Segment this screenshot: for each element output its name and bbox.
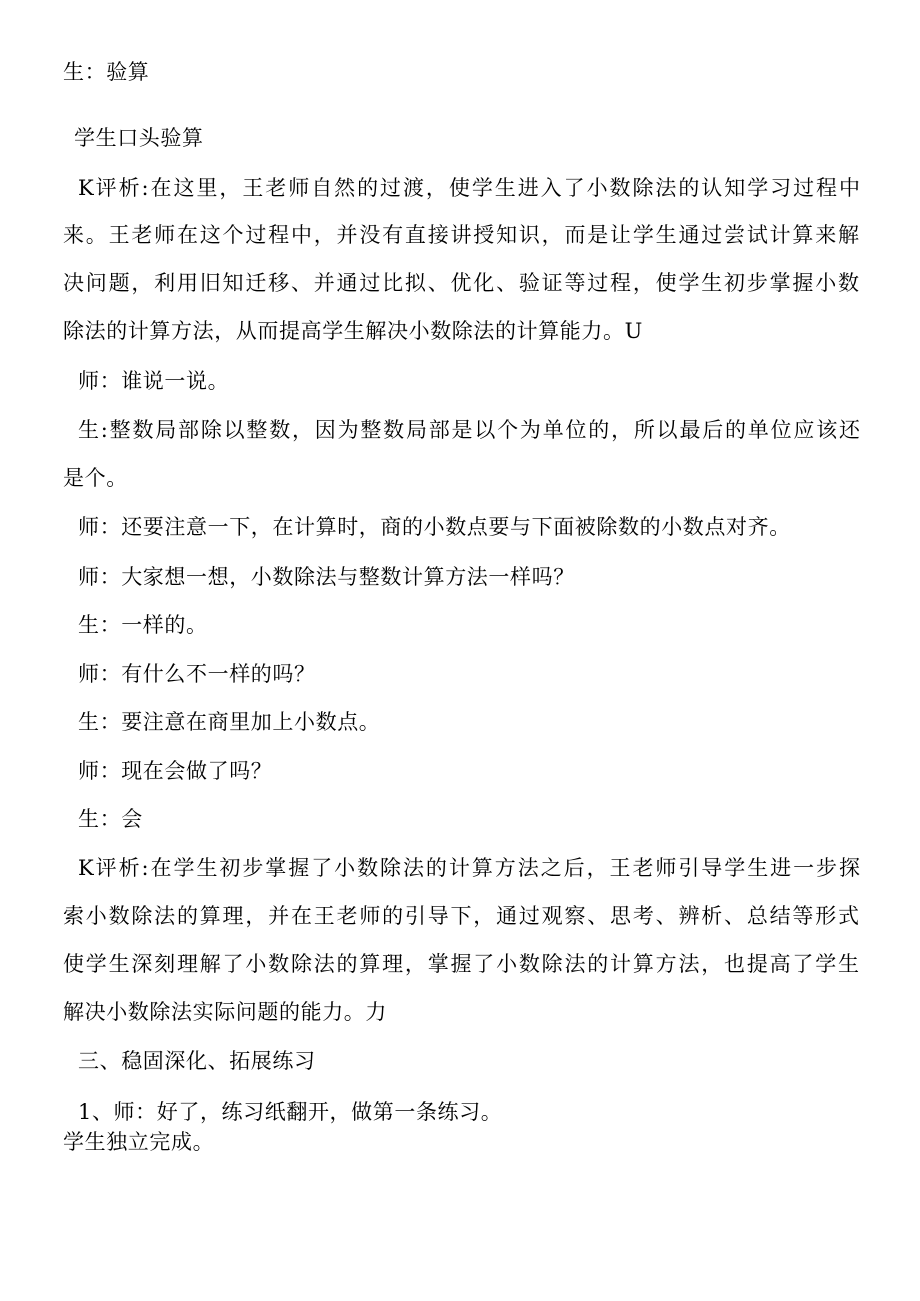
text-line: 除法的计算方法，从而提高学生解决小数除法的计算能力。U [63, 319, 643, 343]
text-line: 生：一样的。 [78, 613, 208, 637]
text-line: 师：还要注意一下，在计算时，商的小数点要与下面被除数的小数点对齐。 [78, 515, 791, 539]
section-heading: 三、稳固深化、拓展练习 [78, 1049, 316, 1073]
text-line: 师：现在会做了吗？ [78, 759, 273, 783]
text-line: 来。王老师在这个过程中，并没有直接讲授知识，而是让学生通过尝试计算来解 [63, 223, 859, 247]
text-line: 生:整数局部除以整数，因为整数局部是以个为单位的，所以最后的单位应该还 [78, 418, 860, 442]
text-line: 生：验算 [63, 60, 150, 84]
text-line: 生：会 [78, 807, 143, 831]
text-line: K评析:在这里，王老师自然的过渡，使学生进入了小数除法的认知学习过程中 [78, 176, 860, 200]
text-line: 生：要注意在商里加上小数点。 [78, 710, 381, 734]
text-line: 索小数除法的算理，并在王老师的引导下，通过观察、思考、辨析、总结等形式 [63, 904, 859, 928]
text-line: K评析:在学生初步掌握了小数除法的计算方法之后，王老师引导学生进一步探 [78, 856, 860, 880]
text-line: 师：谁说一说。 [78, 369, 230, 393]
text-line: 使学生深刻理解了小数除法的算理，掌握了小数除法的计算方法，也提高了学生 [63, 952, 859, 976]
text-line: 学生独立完成。 [63, 1130, 215, 1154]
text-line: 是个。 [63, 466, 128, 490]
text-line: 1、师：好了，练习纸翻开，做第一条练习。 [78, 1100, 503, 1124]
text-line: 决问题，利用旧知迁移、并通过比拟、优化、验证等过程，使学生初步掌握小数 [63, 271, 859, 295]
text-line: 学生口头验算 [74, 126, 204, 150]
text-line: 解决小数除法实际问题的能力。力 [63, 1000, 387, 1024]
text-line: 师：大家想一想，小数除法与整数计算方法一样吗？ [78, 565, 575, 589]
text-line: 师：有什么不一样的吗？ [78, 662, 316, 686]
